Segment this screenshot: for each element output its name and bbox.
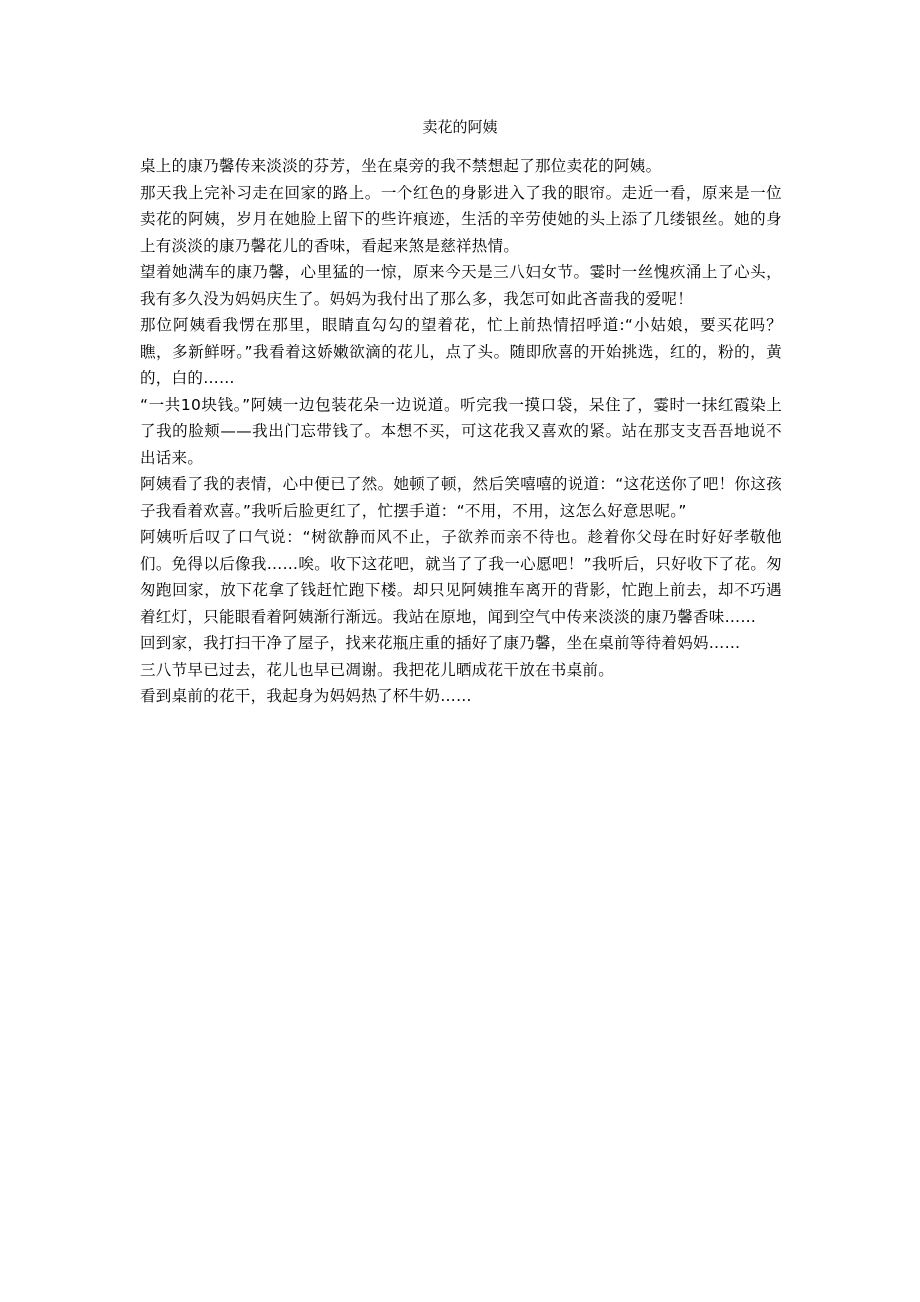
document-title: 卖花的阿姨 bbox=[422, 118, 498, 136]
paragraph-9: 三八节早已过去，花儿也早已凋谢。我把花儿晒成花干放在书桌前。 bbox=[140, 660, 615, 679]
paragraph-2: 那天我上完补习走在回家的路上。一个红色的身影进入了我的眼帘。走近一看，原来是一位卖花的阿姨，岁月在她脸上留下的些许痕迹，生活的辛劳使她的头上添了几缕银丝。她的身上有淡淡的康乃馨花儿的香味，看起来煞是慈祥热情。 bbox=[140, 183, 782, 255]
paragraph-8: 回到家，我打扫干净了屋子，找来花瓶庄重的插好了康乃馨，坐在桌前等待着妈妈…… bbox=[140, 634, 741, 652]
paragraph-7: 阿姨听后叹了口气说：“树欲静而风不止，子欲养而亲不待也。趁着你父母在时好好孝敬他们。免得以后像我……唉。收下这花吧，就当了了我一心愿吧！”我听后，只好收下了花。匆匆跑回家，放下花拿了钱赶忙跑下楼。却只见阿姨推车离开的背影，忙跑上前去，却不巧遇着红灯，只能眼看着阿姨渐行渐远。我站在原地，闻到空气中传来淡淡的康乃馨香味…… bbox=[140, 528, 782, 626]
paragraph-6: 阿姨看了我的表情，心中便已了然。她顿了顿，然后笑嘻嘻的说道：“这花送你了吧！你这孩子我看着欢喜。”我听后脸更红了，忙摆手道：“不用，不用，这怎么好意思呢。” bbox=[140, 475, 782, 520]
paragraph-4: 那位阿姨看我愣在那里，眼睛直勾勾的望着花，忙上前热情招呼道:“小姑娘，要买花吗？瞧，多新鲜呀。”我看着这娇嫩欲滴的花儿，点了头。随即欣喜的开始挑选，红的，粉的，黄的，白的…… bbox=[140, 316, 782, 387]
paragraph-3: 望着她满车的康乃馨，心里猛的一惊，原来今天是三八妇女节。霎时一丝愧疚涌上了心头，我有多久没为妈妈庆生了。妈妈为我付出了那么多，我怎可如此吝啬我的爱呢！ bbox=[140, 263, 782, 308]
paragraph-5: “一共10块钱。”阿姨一边包装花朵一边说道。听完我一摸口袋，呆住了，霎时一抹红霞染上了我的脸颊——我出门忘带钱了。本想不买，可这花我又喜欢的紧。站在那支支吾吾地说不出话来。 bbox=[140, 395, 782, 467]
paragraph-1: 桌上的康乃馨传来淡淡的芬芳，坐在桌旁的我不禁想起了那位卖花的阿姨。 bbox=[140, 157, 662, 175]
paragraph-10: 看到桌前的花干，我起身为妈妈热了杯牛奶…… bbox=[140, 687, 472, 705]
document-body bbox=[140, 153, 782, 710]
